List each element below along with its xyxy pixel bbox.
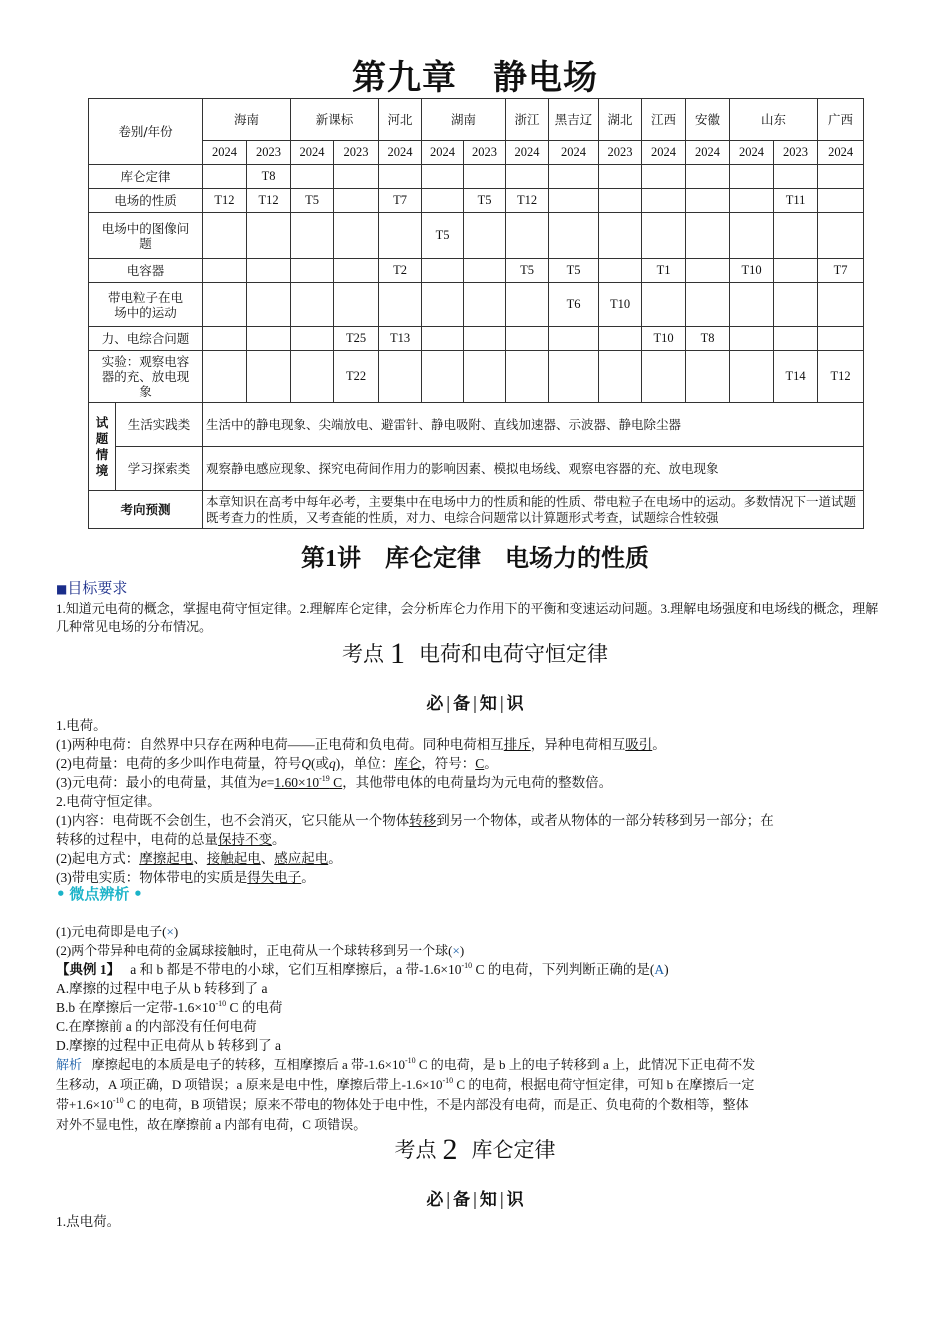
example-1 [56, 960, 886, 1055]
kaodian-2-body: 1.点电荷。 [56, 1214, 121, 1229]
table-cell [334, 165, 379, 189]
table-cell [774, 259, 818, 283]
year-cell: 2024 [506, 141, 549, 165]
goals-heading: ■目标要求 [56, 579, 128, 597]
province-cell: 山东 [730, 99, 818, 141]
topic-cell: 电场中的图像问题 [89, 213, 203, 259]
table-cell: T13 [379, 327, 422, 351]
table-cell [379, 165, 422, 189]
table-cell [686, 213, 730, 259]
province-cell: 海南 [203, 99, 291, 141]
table-row [89, 259, 864, 283]
option-c: C.在摩擦前 a 的内部没有任何电荷 [56, 1019, 257, 1034]
table-cell [247, 283, 291, 327]
table-cell: T8 [247, 165, 291, 189]
topic-cell: 力、电综合问题 [89, 327, 203, 351]
year-cell: 2024 [686, 141, 730, 165]
table-cell [730, 283, 774, 327]
year-cell: 2024 [291, 141, 334, 165]
table-row [89, 283, 864, 327]
table-header-label: 卷别/年份 [89, 99, 203, 165]
table-cell: T12 [247, 189, 291, 213]
table-cell: T10 [642, 327, 686, 351]
topic-cell: 带电粒子在电场中的运动 [89, 283, 203, 327]
table-cell [464, 259, 506, 283]
table-cell [203, 165, 247, 189]
topic-cell: 电容器 [89, 259, 203, 283]
table-cell [422, 165, 464, 189]
table-cell [291, 283, 334, 327]
table-cell: T12 [818, 351, 864, 403]
example-question: 【典例 1】 a 和 b 都是不带电的小球，它们互相摩擦后，a 带$-1.6\times 10^{-10}$ C 的电荷，下列判断正确的是(A) [56, 961, 669, 977]
table-cell [549, 189, 599, 213]
table-cell [203, 283, 247, 327]
table-row [89, 213, 864, 259]
table-cell [599, 351, 642, 403]
table-cell [730, 213, 774, 259]
table-cell [464, 283, 506, 327]
table-row [89, 165, 864, 189]
table-cell [549, 351, 599, 403]
table-cell [642, 283, 686, 327]
situation-type: 学习探索类 [116, 447, 203, 491]
kaodian-2-title: 考点 2 库仑定律 [394, 1133, 556, 1166]
table-cell [730, 165, 774, 189]
list-item: (2)两个带异种电荷的金属球接触时，正电荷从一个球转移到另一个球(×) [56, 943, 465, 958]
table-cell: T7 [379, 189, 422, 213]
forecast-text: 本章知识在高考中每年必考，主要集中在电场中力的性质和能的性质、带电粒子在电场中的运动。多数情况下一道试题既考查力的性质，又考查能的性质，对力、电综合问题常以计算题形式考查，试题综合性较强 [203, 491, 864, 529]
table-cell [203, 351, 247, 403]
table-row [89, 351, 864, 403]
table-cell: T10 [599, 283, 642, 327]
province-cell: 安徽 [686, 99, 730, 141]
year-cell: 2023 [464, 141, 506, 165]
table-cell [379, 213, 422, 259]
table-cell [247, 351, 291, 403]
list-item: (1)元电荷即是电子(×) [56, 924, 179, 939]
forecast-label: 考向预测 [89, 491, 203, 529]
table-cell [247, 327, 291, 351]
square-bullet-icon: ■ [56, 582, 68, 596]
table-cell: T10 [730, 259, 774, 283]
year-cell: 2024 [642, 141, 686, 165]
table-cell [291, 165, 334, 189]
table-cell [818, 165, 864, 189]
province-cell: 广西 [818, 99, 864, 141]
table-cell [422, 259, 464, 283]
province-cell: 江西 [642, 99, 686, 141]
table-row [89, 189, 864, 213]
table-cell [686, 165, 730, 189]
table-cell [334, 259, 379, 283]
year-cell: 2024 [203, 141, 247, 165]
table-cell: T5 [506, 259, 549, 283]
table-cell [549, 165, 599, 189]
table-cell [379, 351, 422, 403]
lecture-title: 第1讲 库仑定律 电场力的性质 [301, 544, 649, 572]
table-cell [730, 351, 774, 403]
table-cell: T7 [818, 259, 864, 283]
year-cell: 2023 [334, 141, 379, 165]
kaodian-1-title: 考点 1 电荷和电荷守恒定律 [342, 637, 608, 670]
table-cell: T12 [506, 189, 549, 213]
province-cell: 河北 [379, 99, 422, 141]
table-cell [774, 213, 818, 259]
table-cell [506, 165, 549, 189]
table-cell [291, 213, 334, 259]
situation-type: 生活实践类 [116, 403, 203, 447]
bullet-dot-icon: • [133, 885, 143, 903]
table-cell: T5 [422, 213, 464, 259]
year-cell: 2024 [379, 141, 422, 165]
table-cell [642, 165, 686, 189]
table-cell [818, 213, 864, 259]
table-cell [642, 189, 686, 213]
table-cell [506, 327, 549, 351]
topic-cell: 电场的性质 [89, 189, 203, 213]
table-cell [599, 213, 642, 259]
province-cell: 湖南 [422, 99, 506, 141]
table-cell: T22 [334, 351, 379, 403]
province-cell: 黑吉辽 [549, 99, 599, 141]
year-cell: 2024 [549, 141, 599, 165]
table-cell [818, 327, 864, 351]
table-cell [774, 327, 818, 351]
table-row [89, 327, 864, 351]
table-cell [549, 213, 599, 259]
year-cell: 2023 [774, 141, 818, 165]
province-cell: 新课标 [291, 99, 379, 141]
table-cell [422, 327, 464, 351]
table-cell: T5 [549, 259, 599, 283]
table-cell [464, 165, 506, 189]
situation-text: 观察静电感应现象、探究电荷间作用力的影响因素、模拟电场线、观察电容器的充、放电现象 [203, 447, 864, 491]
table-cell [291, 259, 334, 283]
table-cell: T2 [379, 259, 422, 283]
table-cell [291, 351, 334, 403]
option-a: A.摩擦的过程中电子从 b 转移到了 a [56, 981, 268, 996]
table-cell [506, 351, 549, 403]
year-cell: 2024 [422, 141, 464, 165]
topic-cell: 实验：观察电容器的充、放电现象 [89, 351, 203, 403]
table-cell [774, 165, 818, 189]
bibei-heading-2: 必 | 备 | 知 | 识 [426, 1190, 524, 1210]
table-cell [686, 351, 730, 403]
option-d: D.摩擦的过程中正电荷从 b 转移到了 a [56, 1038, 281, 1053]
topic-cell: 库仑定律 [89, 165, 203, 189]
judge-list [56, 922, 886, 960]
table-cell [642, 351, 686, 403]
kaodian-1-body: 1.电荷。 (1)两种电荷：自然界中只存在两种电荷——正电荷和负电荷。同种电荷相互排斥，异种电荷相互吸引。 (2)电荷量：电荷的多少叫作电荷量，符号Q(或q)，单位：库仑，符号：C。 (3)元电荷：最小的电荷量，其值为$e=1.60\times 10^{-19}$ C，其他带电体的电荷量均为元电荷的整数倍。 2.电荷守恒定律。 (1)内容：电荷既不会创生，也不会消灭，它只能从一个物体转移到另一个物体，或者从物体的一部分转移到另一部分；在 转移的过程中，电荷的总量保持不变。 (2)起电方式：摩擦起电、接触起电、感应起电。 (3)带电实质：物体带电的实质是得失电子。 [56, 718, 774, 885]
table-cell [730, 327, 774, 351]
table-cell [334, 189, 379, 213]
example-explanation: 解析 摩擦起电的本质是电子的转移，互相摩擦后 a 带$-1.6\times 10^{-10}$ C 的电荷，是 b 上的电子转移到 a 上，此情况下正电荷不发 生移动，A 项正确，D 项错误；a 原来是电中性，摩擦后带上$-1.6\times 10^{-10}$ C 的电荷，根据电荷守恒定律，可知 b 在摩擦后一定 带$+1.6\times 10^{-10}$ C 的电荷，B 项错误；原来不带电的物体处于电中性，不是内部没有电荷，而是正、负电荷的个数相等，整体 对外不显电性，故在摩擦前 a 内部有电荷，C 项错误。 [56, 1056, 756, 1132]
situation-text: 生活中的静电现象、尖端放电、避雷针、静电吸附、直线加速器、示波器、静电除尘器 [203, 403, 864, 447]
table-cell [464, 213, 506, 259]
table-cell [686, 283, 730, 327]
table-cell [379, 283, 422, 327]
table-cell [291, 327, 334, 351]
option-b: B.b 在摩擦后一定带$-1.6\times 10^{-10}$ C 的电荷 [56, 999, 283, 1015]
table-cell [599, 165, 642, 189]
table-cell [686, 259, 730, 283]
table-cell [506, 213, 549, 259]
table-cell [203, 213, 247, 259]
table-cell [730, 189, 774, 213]
table-cell [506, 283, 549, 327]
table-cell [599, 259, 642, 283]
table-cell [422, 283, 464, 327]
table-cell: T25 [334, 327, 379, 351]
table-cell: T5 [464, 189, 506, 213]
table-cell [774, 283, 818, 327]
province-cell: 浙江 [506, 99, 549, 141]
table-cell [247, 259, 291, 283]
table-cell: T5 [291, 189, 334, 213]
table-cell: T11 [774, 189, 818, 213]
bibei-heading: 必 | 备 | 知 | 识 [426, 694, 524, 714]
table-cell [686, 189, 730, 213]
table-cell [464, 351, 506, 403]
table-cell [203, 259, 247, 283]
table-cell [818, 283, 864, 327]
table-cell [549, 327, 599, 351]
table-cell: T14 [774, 351, 818, 403]
table-cell [334, 283, 379, 327]
table-cell [247, 213, 291, 259]
weidian-heading: • 微点辨析 • [56, 885, 143, 903]
table-cell: T1 [642, 259, 686, 283]
bullet-dot-icon: • [56, 885, 66, 903]
table-cell: T12 [203, 189, 247, 213]
table-cell [334, 213, 379, 259]
exam-distribution-table [88, 98, 864, 529]
table-cell [818, 189, 864, 213]
table-cell [464, 327, 506, 351]
table-cell [203, 327, 247, 351]
situation-label: 试题情境 [89, 403, 116, 491]
year-cell: 2023 [247, 141, 291, 165]
goals-text: 1.知道元电荷的概念，掌握电荷守恒定律。2.理解库仑定律，会分析库仑力作用下的平衡和变速运动问题。3.理解电场强度和电场线的概念，理解几种常见电场的分布情况。 [56, 601, 879, 634]
year-cell: 2024 [730, 141, 774, 165]
table-cell: T6 [549, 283, 599, 327]
table-cell [642, 213, 686, 259]
table-cell [422, 351, 464, 403]
year-cell: 2024 [818, 141, 864, 165]
table-cell [422, 189, 464, 213]
province-cell: 湖北 [599, 99, 642, 141]
table-cell [599, 189, 642, 213]
chapter-title: 第九章 静电场 [352, 58, 598, 98]
year-cell: 2023 [599, 141, 642, 165]
table-cell: T8 [686, 327, 730, 351]
table-cell [599, 327, 642, 351]
